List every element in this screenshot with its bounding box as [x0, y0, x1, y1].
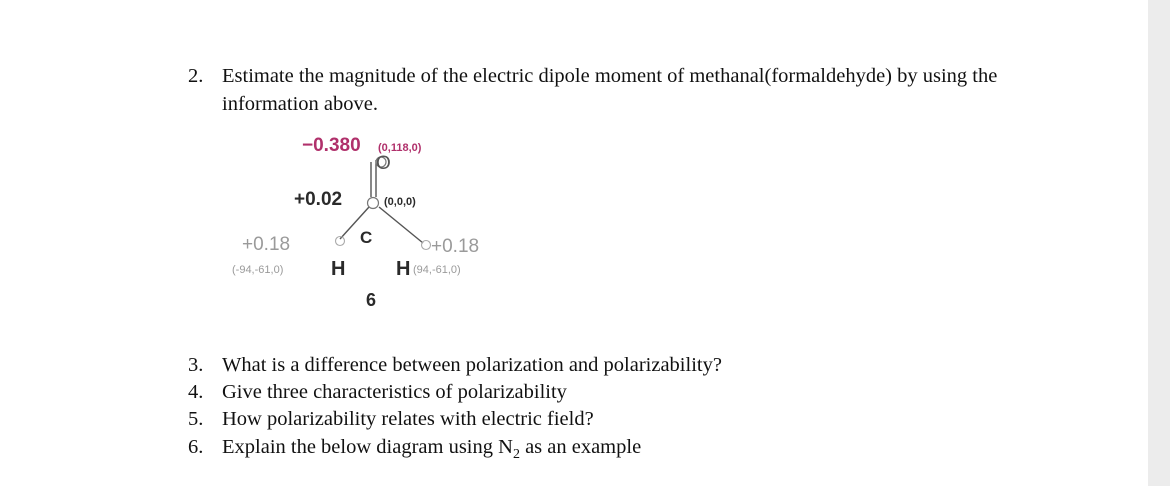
question-text-end: as an example — [519, 436, 642, 458]
hydrogen-right-symbol: H — [396, 258, 411, 280]
hydrogen-right-charge: +0.18 — [431, 236, 480, 257]
oxygen-symbol: O — [376, 153, 391, 174]
question-number: 2. — [188, 65, 204, 87]
hydrogen-right-marker — [422, 241, 431, 250]
carbon-atom-marker — [368, 198, 379, 209]
question-text: Estimate the magnitude of the electric dipole moment of methanal(formaldehyde) by using the information above. — [222, 65, 998, 115]
oxygen-coords: (0,118,0) — [378, 142, 422, 154]
question-number: 3. — [188, 354, 204, 376]
hydrogen-left-marker — [336, 237, 345, 246]
carbon-coords: (0,0,0) — [384, 196, 416, 208]
oxygen-charge: −0.380 — [302, 135, 361, 156]
question-number: 4. — [188, 381, 204, 403]
figure-label: 6 — [366, 290, 377, 310]
question-text: How polarizability relates with electric field? — [222, 408, 594, 430]
question-text-main: Explain the below diagram using N — [222, 436, 513, 458]
carbon-symbol: C — [360, 228, 373, 247]
carbon-charge: +0.02 — [294, 189, 343, 210]
question-text: Give three characteristics of polarizability — [222, 381, 567, 403]
hydrogen-right-coords: (94,-61,0) — [413, 264, 461, 276]
hydrogen-left-coords: (-94,-61,0) — [232, 264, 284, 276]
subscript: 2 — [512, 447, 520, 463]
question-text: What is a difference between polarization and polarizability? — [222, 354, 722, 376]
question-text — [222, 433, 641, 469]
hydrogen-left-symbol: H — [331, 258, 346, 280]
question-number: 5. — [188, 408, 204, 430]
hydrogen-left-charge: +0.18 — [242, 234, 291, 255]
question-number: 6. — [188, 436, 204, 458]
bond-c-h-right — [379, 207, 423, 243]
